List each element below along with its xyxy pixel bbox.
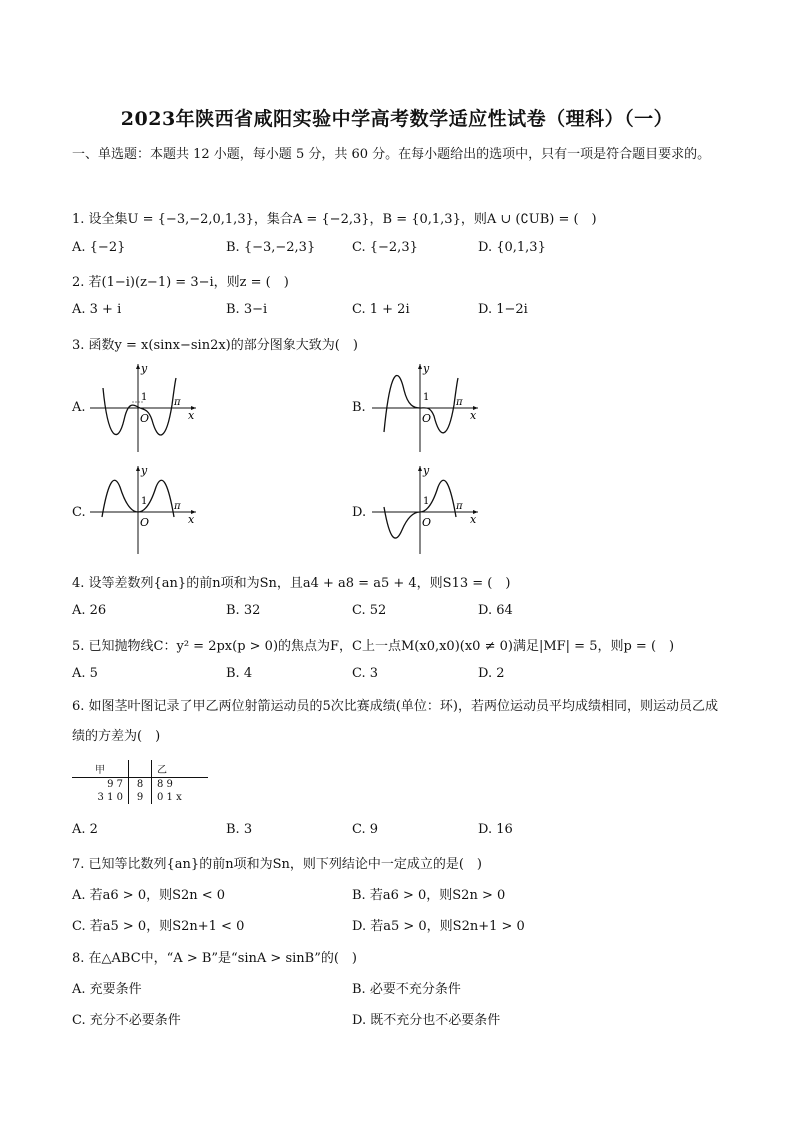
origin-label: O bbox=[140, 516, 150, 529]
question-8: 8. 在△ABC中，“A > B”是“sinA > sinB”的( ) bbox=[72, 951, 357, 966]
q6-option-d: D. 16 bbox=[478, 822, 513, 837]
x-axis-label: x bbox=[470, 513, 477, 526]
q3-option-a-label: A. bbox=[72, 400, 86, 415]
tick-one-label: 1 bbox=[423, 392, 430, 403]
q4-option-d: D. 64 bbox=[478, 603, 513, 618]
stem-leaf-right: 8 9 bbox=[157, 779, 173, 790]
q5-option-a: A. 5 bbox=[72, 666, 98, 681]
q1-option-c: C. {−2,3} bbox=[352, 240, 418, 255]
stem-leaf-stem: 9 bbox=[129, 791, 152, 804]
origin-label: O bbox=[422, 516, 432, 529]
section-heading: 一、单选题：本题共 12 小题，每小题 5 分，共 60 分。在每小题给出的选项中，只有一项是符合题目要求的。 bbox=[72, 147, 711, 162]
pi-label: π bbox=[456, 397, 463, 408]
q6-option-c: C. 9 bbox=[352, 822, 379, 837]
q1-option-b: B. {−3,−2,3} bbox=[226, 240, 316, 255]
stem-leaf-header-yi: 乙 bbox=[152, 760, 209, 778]
q7-option-d: D. 若a5 > 0，则S2n+1 > 0 bbox=[352, 919, 525, 934]
stem-leaf-left: 9 7 bbox=[107, 779, 123, 790]
q4-option-c: C. 52 bbox=[352, 603, 387, 618]
q8-option-c: C. 充分不必要条件 bbox=[72, 1013, 181, 1028]
q5-option-b: B. 4 bbox=[226, 666, 253, 681]
q3-option-d-label: D. bbox=[352, 505, 367, 520]
tick-one-label: 1 bbox=[423, 496, 430, 507]
y-axis-label: y bbox=[141, 362, 148, 375]
tick-one-label: 1 bbox=[141, 496, 148, 507]
q3-option-b-label: B. bbox=[352, 400, 366, 415]
question-6: 6. 如图茎叶图记录了甲乙两位射箭运动员的5次比赛成绩(单位：环)，若两位运动员平均成绩相同，则运动员乙成绩的方差为( ) bbox=[72, 699, 718, 744]
origin-label: O bbox=[422, 412, 432, 425]
pi-label: π bbox=[174, 397, 181, 408]
q2-option-d: D. 1−2i bbox=[478, 302, 528, 317]
pi-label: π bbox=[456, 501, 463, 512]
q5-option-c: C. 3 bbox=[352, 666, 379, 681]
question-3: 3. 函数y = x(sinx−sin2x)的部分图象大致为( ) bbox=[72, 338, 358, 353]
q3-graph-c bbox=[88, 462, 200, 557]
q8-option-b: B. 必要不充分条件 bbox=[352, 982, 461, 997]
q3-option-c-label: C. bbox=[72, 505, 86, 520]
q2-option-c: C. 1 + 2i bbox=[352, 302, 410, 317]
question-2: 2. 若(1−i)(z−1) = 3−i，则z = ( ) bbox=[72, 275, 289, 290]
stem-leaf-stem: 8 bbox=[129, 778, 152, 792]
question-4: 4. 设等差数列{an}的前n项和为Sn，且a4 + a8 = a5 + 4，则S13 = ( ) bbox=[72, 576, 511, 591]
tick-one-label: 1 bbox=[141, 392, 148, 403]
stem-leaf-left: 3 1 0 bbox=[97, 792, 123, 803]
x-axis-label: x bbox=[188, 513, 195, 526]
q8-option-d: D. 既不充分也不必要条件 bbox=[352, 1013, 501, 1028]
pi-label: π bbox=[174, 501, 181, 512]
question-5: 5. 已知抛物线C：y² = 2px(p > 0)的焦点为F，C上一点M(x0,x0)(x0 ≠ 0)满足|MF| = 5，则p = ( ) bbox=[72, 639, 675, 654]
q3-graph-a bbox=[88, 360, 200, 455]
q6-option-a: A. 2 bbox=[72, 822, 98, 837]
x-axis-label: x bbox=[470, 409, 477, 422]
q8-option-a: A. 充要条件 bbox=[72, 982, 142, 997]
question-1: 1. 设全集U = {−3,−2,0,1,3}，集合A = {−2,3}，B = {0,1,3}，则A ∪ (∁UB) = ( ) bbox=[72, 212, 597, 227]
q7-option-b: B. 若a6 > 0，则S2n > 0 bbox=[352, 888, 506, 903]
stem-leaf-header-jia: 甲 bbox=[72, 760, 129, 778]
stem-leaf-right: 0 1 x bbox=[157, 792, 182, 803]
q3-graph-b bbox=[370, 360, 482, 455]
q2-option-b: B. 3−i bbox=[226, 302, 268, 317]
q1-option-d: D. {0,1,3} bbox=[478, 240, 546, 255]
question-7: 7. 已知等比数列{an}的前n项和为Sn，则下列结论中一定成立的是( ) bbox=[72, 857, 482, 872]
origin-label: O bbox=[140, 412, 150, 425]
stem-leaf-plot bbox=[72, 760, 208, 804]
q3-graph-d bbox=[370, 462, 482, 557]
y-axis-label: y bbox=[141, 464, 148, 477]
q5-option-d: D. 2 bbox=[478, 666, 505, 681]
q4-option-a: A. 26 bbox=[72, 603, 107, 618]
y-axis-label: y bbox=[423, 362, 430, 375]
q7-option-c: C. 若a5 > 0，则S2n+1 < 0 bbox=[72, 919, 245, 934]
q7-option-a: A. 若a6 > 0，则S2n < 0 bbox=[72, 888, 226, 903]
q2-option-a: A. 3 + i bbox=[72, 302, 122, 317]
x-axis-label: x bbox=[188, 409, 195, 422]
q1-option-a: A. {−2} bbox=[72, 240, 126, 255]
q6-option-b: B. 3 bbox=[226, 822, 253, 837]
q4-option-b: B. 32 bbox=[226, 603, 261, 618]
page-title: 2023年陕西省咸阳实验中学高考数学适应性试卷（理科）（一） bbox=[120, 108, 674, 130]
y-axis-label: y bbox=[423, 464, 430, 477]
